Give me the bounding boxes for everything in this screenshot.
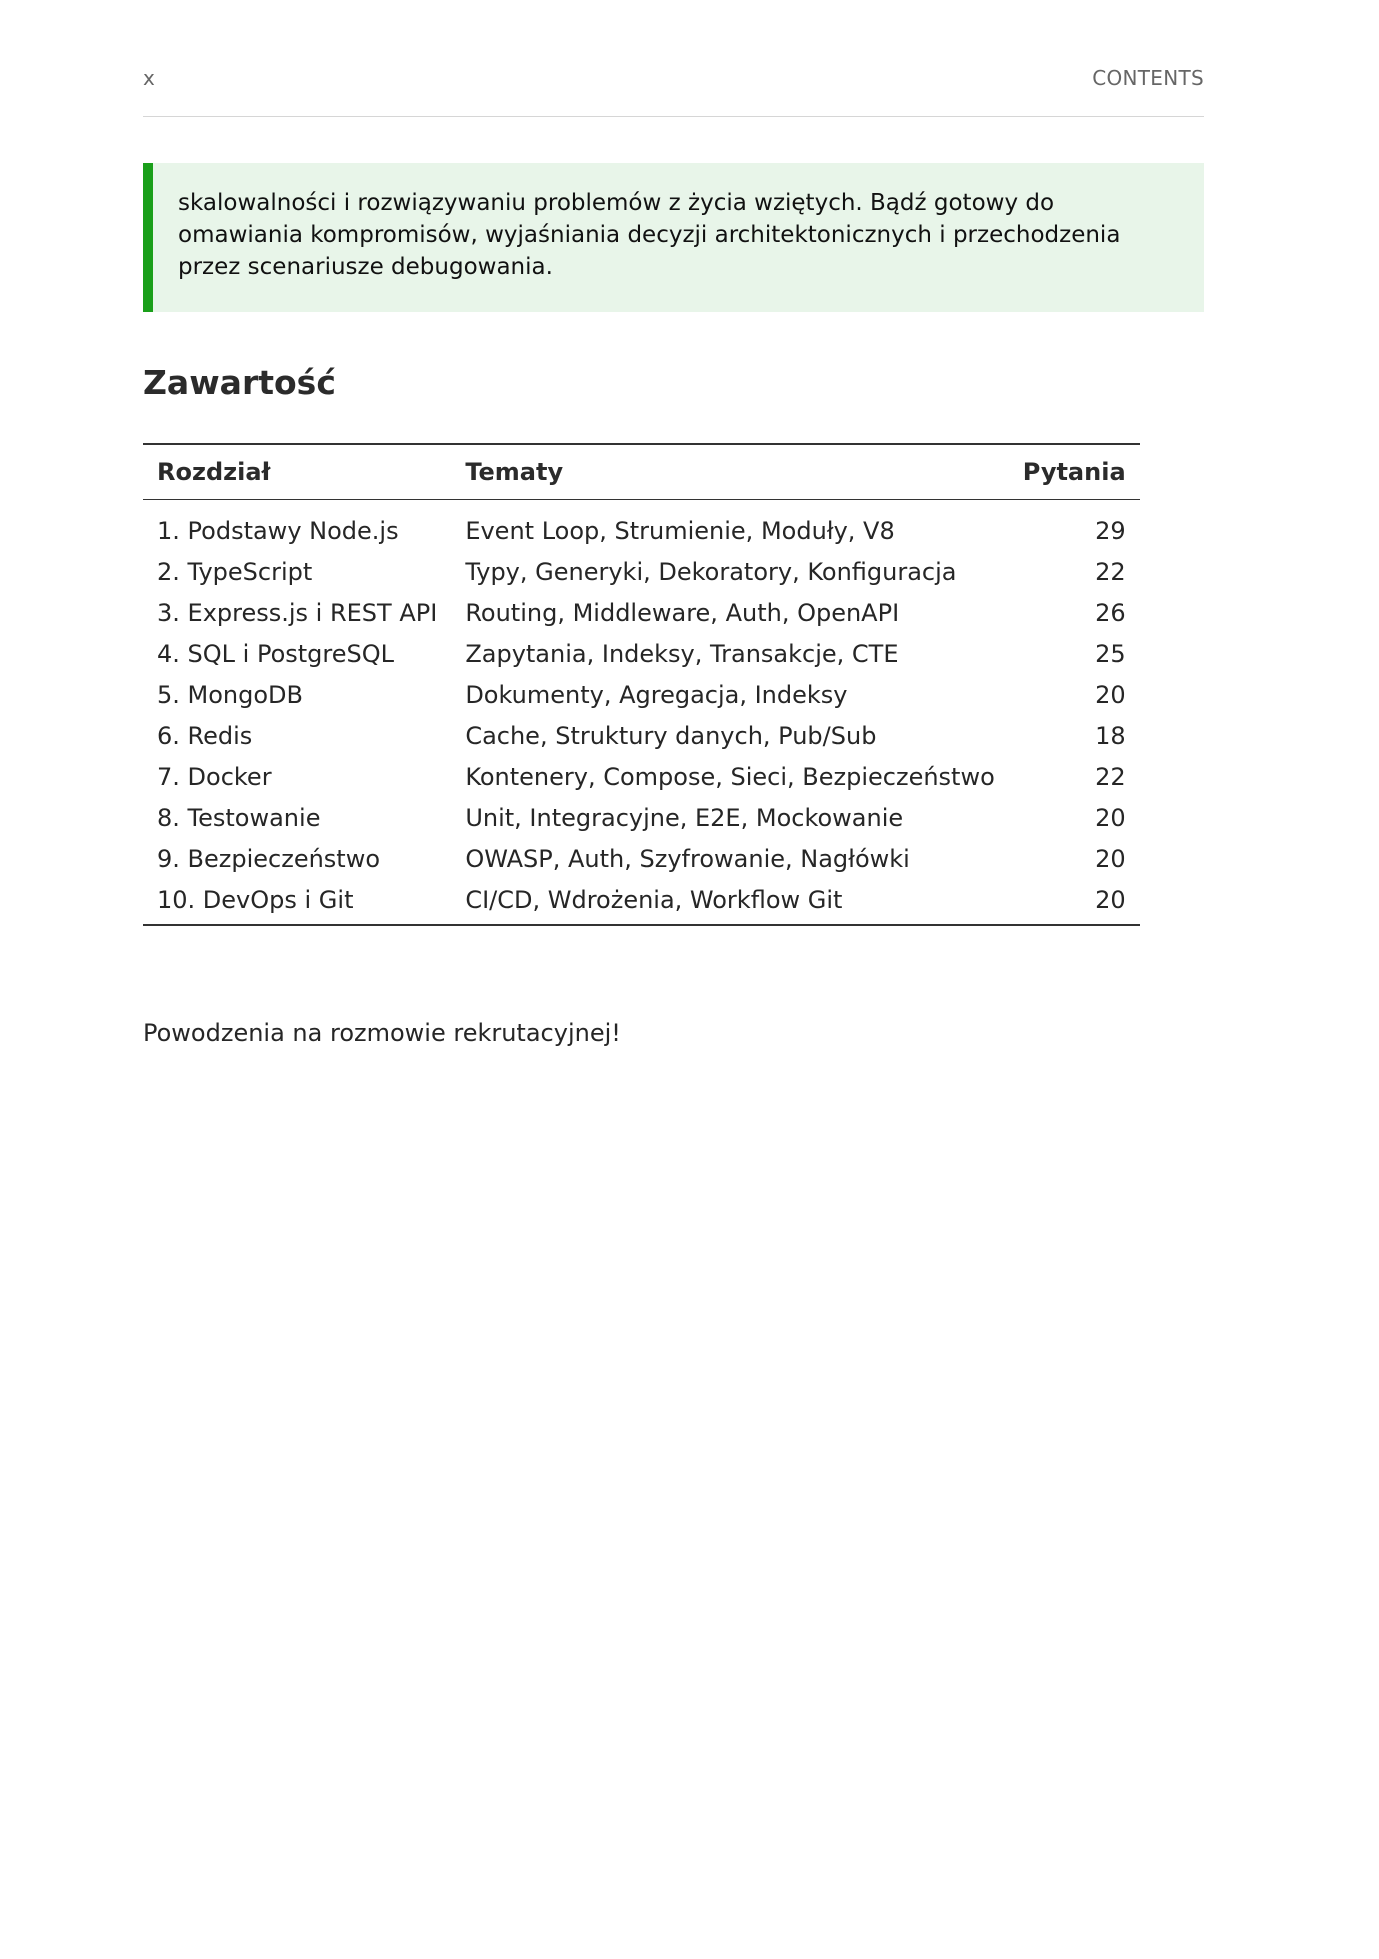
questions-cell: 20	[1009, 879, 1140, 925]
page-number: x	[143, 66, 155, 90]
questions-cell: 29	[1095, 516, 1126, 545]
chapter-cell: 5. MongoDB	[157, 680, 303, 709]
questions-cell: 25	[1095, 639, 1126, 668]
contents-table	[143, 443, 1140, 926]
questions-cell: 26	[1095, 598, 1126, 627]
questions-cell: 20	[1095, 680, 1126, 709]
section-title: CONTENTS	[1092, 66, 1204, 90]
table-row	[143, 797, 1140, 838]
table-row	[143, 674, 1140, 715]
topics-cell: OWASP, Auth, Szyfrowanie, Nagłówki	[465, 844, 910, 873]
chapter-cell: 3. Express.js i REST API	[157, 598, 438, 627]
questions-cell: 20	[1095, 803, 1126, 832]
table-row	[143, 633, 1140, 674]
topics-cell: Dokumenty, Agregacja, Indeksy	[465, 680, 848, 709]
questions-cell: 20	[1095, 844, 1126, 873]
column-header-topics: Tematy	[451, 444, 1008, 500]
chapter-cell: 7. Docker	[157, 762, 272, 791]
table-row	[143, 551, 1140, 592]
column-header-chapter: Rozdział	[143, 444, 451, 500]
chapter-cell: 9. Bezpieczeństwo	[157, 844, 381, 873]
running-header	[143, 62, 1204, 117]
table-row	[143, 756, 1140, 797]
topics-cell: Cache, Struktury danych, Pub/Sub	[465, 721, 877, 750]
topics-cell: Event Loop, Strumienie, Moduły, V8	[465, 516, 895, 545]
chapter-cell: 4. SQL i PostgreSQL	[157, 639, 394, 668]
table-row	[143, 715, 1140, 756]
table-row	[143, 838, 1140, 879]
chapter-cell: 6. Redis	[157, 721, 253, 750]
topics-cell: Kontenery, Compose, Sieci, Bezpieczeństwo	[465, 762, 995, 791]
table-row	[143, 500, 1140, 552]
callout-text: skalowalności i rozwiązywaniu problemów z życia wziętych. Bądź gotowy do omawiania kompromisów, wyjaśniania decyzji architektonicznych i przechodzenia przez scenariusze debugowania.	[178, 190, 1121, 280]
table-row	[143, 879, 1140, 925]
chapter-cell: 2. TypeScript	[157, 557, 313, 586]
topics-cell: Typy, Generyki, Dekoratory, Konfiguracja	[465, 557, 957, 586]
chapter-cell: 1. Podstawy Node.js	[157, 516, 399, 545]
questions-cell: 22	[1095, 762, 1126, 791]
topics-cell: Routing, Middleware, Auth, OpenAPI	[465, 598, 900, 627]
questions-cell: 22	[1095, 557, 1126, 586]
topics-cell: CI/CD, Wdrożenia, Workflow Git	[451, 879, 1008, 925]
chapter-cell: 8. Testowanie	[157, 803, 321, 832]
closing-note: Powodzenia na rozmowie rekrutacyjnej!	[143, 1019, 621, 1047]
table-header-row	[143, 444, 1140, 500]
chapter-cell: 10. DevOps i Git	[143, 879, 451, 925]
page-title: Zawartość	[143, 363, 336, 402]
topics-cell: Zapytania, Indeksy, Transakcje, CTE	[465, 639, 899, 668]
table-row	[143, 592, 1140, 633]
column-header-questions: Pytania	[1009, 444, 1140, 500]
tip-callout	[143, 163, 1204, 312]
questions-cell: 18	[1095, 721, 1126, 750]
topics-cell: Unit, Integracyjne, E2E, Mockowanie	[465, 803, 904, 832]
